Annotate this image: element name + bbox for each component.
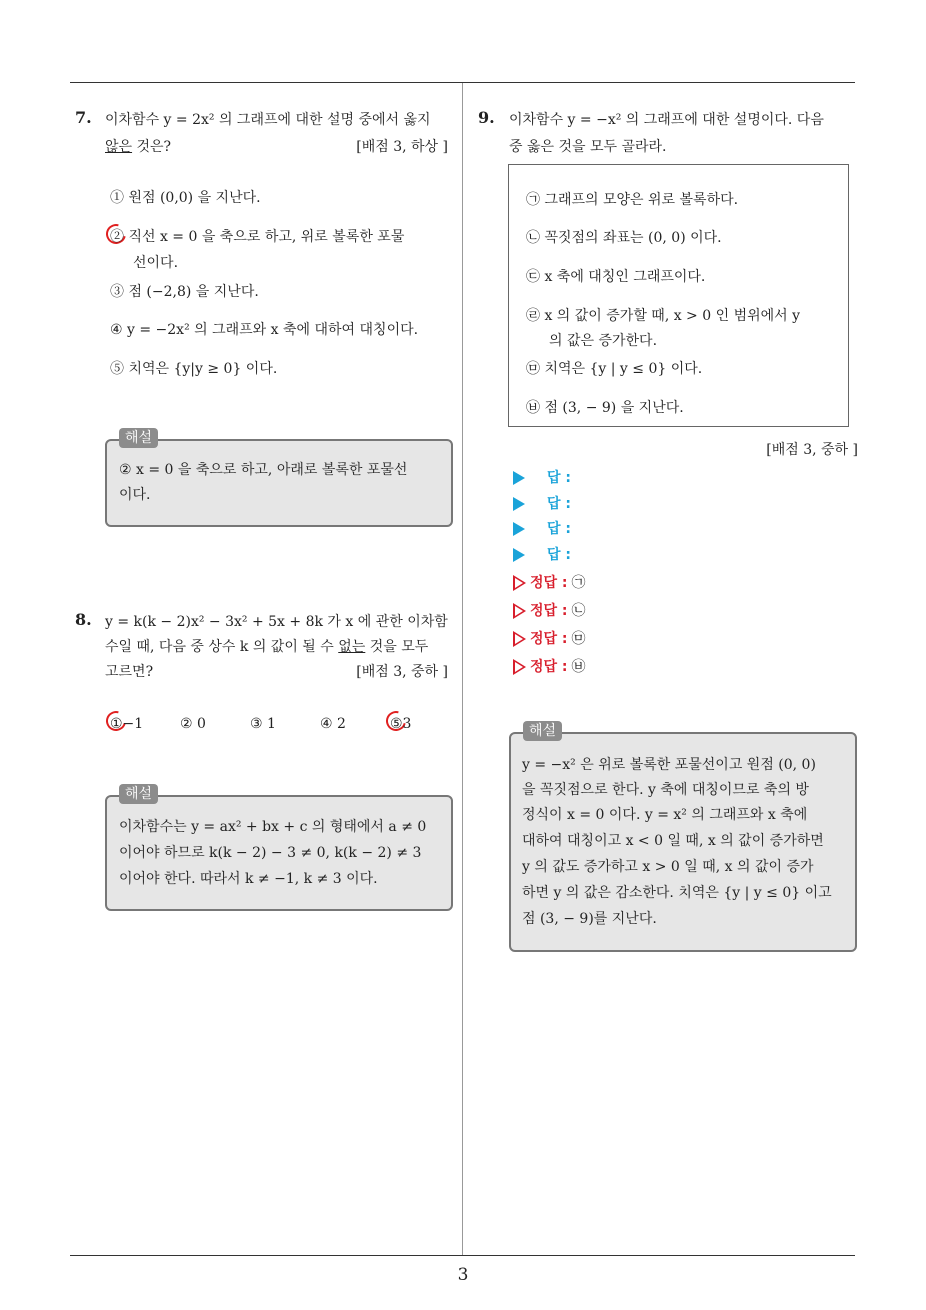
explanation-line: y 의 값도 증가하고 x > 0 일 때, x 의 값이 증가 <box>522 859 814 875</box>
triangle-outline-icon <box>513 659 526 675</box>
condition-4-cont: 의 값은 증가한다. <box>549 333 658 349</box>
question-number: 9. <box>478 108 495 127</box>
choice-4[interactable]: ④ 2 <box>320 716 346 732</box>
correct-answer-row: 정답 : ㉥ <box>513 657 586 677</box>
question-text-line2: 중 옳은 것을 모두 골라라. <box>509 139 667 155</box>
explanation-tag: 해설 <box>119 784 158 804</box>
score-meta: [배점 3, 중하 ] <box>356 664 448 680</box>
correct-answer-row: 정답 : ㉠ <box>513 573 586 593</box>
condition-5: ㉤ 치역은 {y | y ≤ 0} 이다. <box>526 361 703 377</box>
explanation-line: 하면 y 의 값은 감소한다. 치역은 {y | y ≤ 0} 이고 <box>522 885 832 901</box>
score-meta: [배점 3, 하상 ] <box>356 139 448 155</box>
option-3[interactable]: ③ 점 (−2,8) 을 지난다. <box>110 284 259 300</box>
answer-row: 답 : <box>513 519 571 539</box>
correct-answer-row: 정답 : ㉡ <box>513 601 586 621</box>
explanation-line: 이차함수는 y = ax² + bx + c 의 형태에서 a ≠ 0 <box>119 819 427 835</box>
explanation-line: 이다. <box>119 487 151 503</box>
condition-3: ㉢ x 축에 대칭인 그래프이다. <box>526 269 706 285</box>
option-4[interactable]: ④ y = −2x² 의 그래프와 x 축에 대하여 대칭이다. <box>110 322 419 338</box>
play-icon <box>513 548 525 562</box>
question-text-line2: 수일 때, 다음 중 상수 k 의 값이 될 수 없는 것을 모두 <box>105 639 429 655</box>
question-number: 8. <box>75 610 92 629</box>
explanation-line: 점 (3, − 9)를 지난다. <box>522 911 657 927</box>
explanation-line: 정식이 x = 0 이다. y = x² 의 그래프와 x 축에 <box>522 807 808 823</box>
option-5[interactable]: ⑤ 치역은 {y|y ≥ 0} 이다. <box>110 361 278 377</box>
score-meta: [배점 3, 중하 ] <box>766 442 858 458</box>
explanation-tag: 해설 <box>523 721 562 741</box>
correct-answer-value: ㉤ <box>571 631 586 647</box>
bottom-rule <box>70 1255 855 1256</box>
question-text: 이차함수 y = −x² 의 그래프에 대한 설명이다. 다음 <box>509 112 824 128</box>
condition-4: ㉣ x 의 값이 증가할 때, x > 0 인 범위에서 y <box>526 308 801 324</box>
question-number: 7. <box>75 108 92 127</box>
correct-answer-value: ㉡ <box>571 603 586 619</box>
condition-2: ㉡ 꼭짓점의 좌표는 (0, 0) 이다. <box>526 230 722 246</box>
option-2[interactable]: ② 직선 x = 0 을 축으로 하고, 위로 볼록한 포물 <box>110 229 405 245</box>
play-icon <box>513 522 525 536</box>
play-icon <box>513 497 525 511</box>
choice-1[interactable]: ①−1 <box>110 716 144 732</box>
question-text-line2: 않은 것은? <box>105 139 172 155</box>
triangle-outline-icon <box>513 575 526 591</box>
explanation-line: 을 꼭짓점으로 한다. y 축에 대칭이므로 축의 방 <box>522 782 809 798</box>
condition-6: ㉥ 점 (3, − 9) 을 지난다. <box>526 400 684 416</box>
correct-answer-row: 정답 : ㉤ <box>513 629 586 649</box>
question-text-line3: 고르면? <box>105 664 154 680</box>
explanation-line: 대하여 대칭이고 x < 0 일 때, x 의 값이 증가하면 <box>522 833 824 849</box>
choice-2[interactable]: ② 0 <box>180 716 206 732</box>
option-2-cont: 선이다. <box>133 255 179 271</box>
condition-1: ㉠ 그래프의 모양은 위로 볼록하다. <box>526 192 739 208</box>
page-number: 3 <box>457 1265 469 1285</box>
answer-row: 답 : <box>513 468 571 488</box>
explanation-line: 이어야 한다. 따라서 k ≠ −1, k ≠ 3 이다. <box>119 871 378 887</box>
triangle-outline-icon <box>513 631 526 647</box>
choice-3[interactable]: ③ 1 <box>250 716 276 732</box>
triangle-outline-icon <box>513 603 526 619</box>
explanation-line: y = −x² 은 위로 볼록한 포물선이고 원점 (0, 0) <box>522 757 816 773</box>
answer-row: 답 : <box>513 494 571 514</box>
option-1[interactable]: ① 원점 (0,0) 을 지난다. <box>110 190 261 206</box>
answer-row: 답 : <box>513 545 571 565</box>
explanation-box <box>105 439 453 527</box>
correct-answer-value: ㉥ <box>571 659 586 675</box>
question-text: 이차함수 y = 2x² 의 그래프에 대한 설명 중에서 옳지 <box>105 112 431 128</box>
choice-5[interactable]: ⑤3 <box>390 716 412 732</box>
correct-answer-value: ㉠ <box>571 575 586 591</box>
underlined-word: 않은 <box>105 139 133 155</box>
explanation-line: 이어야 하므로 k(k − 2) − 3 ≠ 0, k(k − 2) ≠ 3 <box>119 845 422 861</box>
column-divider <box>462 83 463 1255</box>
explanation-line: ② x = 0 을 축으로 하고, 아래로 볼록한 포물선 <box>119 462 408 478</box>
play-icon <box>513 471 525 485</box>
question-text: y = k(k − 2)x² − 3x² + 5x + 8k 가 x 에 관한 이차함 <box>105 614 448 630</box>
explanation-tag: 해설 <box>119 428 158 448</box>
underlined-word: 없는 <box>338 639 366 655</box>
